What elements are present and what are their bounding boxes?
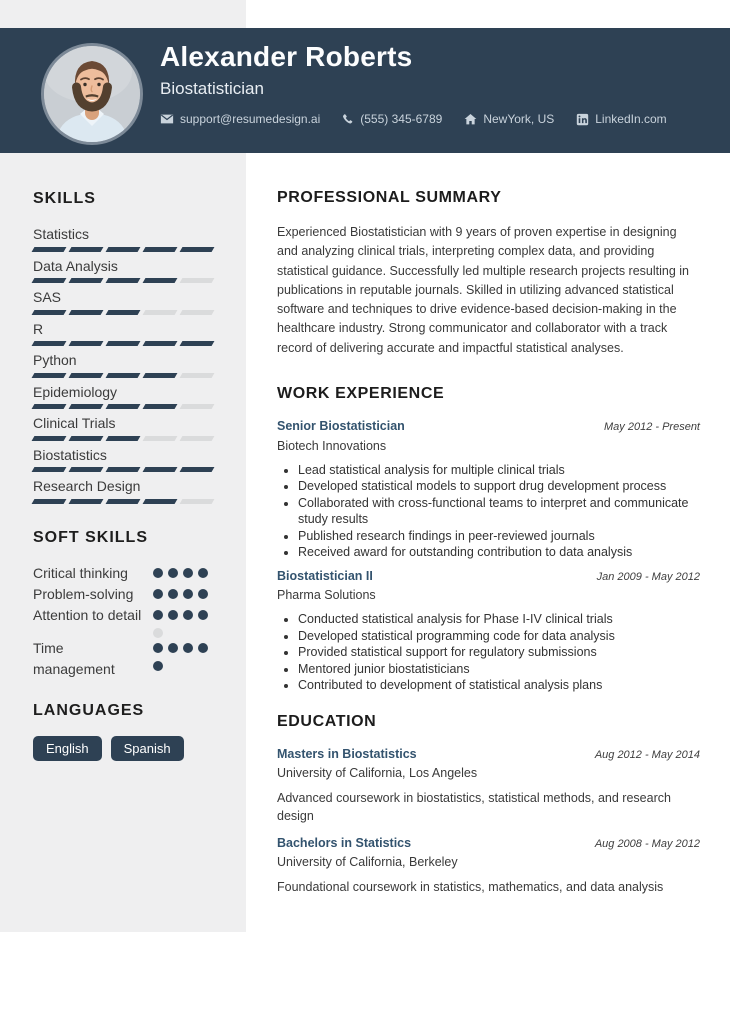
job-bullet: • Mentored junior biostatisticians <box>298 661 700 678</box>
contact-location-text: NewYork, US <box>483 112 555 127</box>
job-entry <box>277 569 700 694</box>
job-title: Biostatistician II <box>277 568 373 583</box>
skill-item <box>33 226 213 252</box>
profile-photo <box>44 46 140 142</box>
job-entry <box>277 419 700 561</box>
sidebar <box>0 153 246 761</box>
rating-dot-filled <box>183 610 193 620</box>
skill-segment-empty <box>180 310 215 315</box>
skill-item <box>33 258 213 284</box>
skill-name: Epidemiology <box>33 383 118 400</box>
job-bullet: • Received award for outstanding contribution to data analysis <box>298 544 700 561</box>
skill-segment-filled <box>143 278 178 283</box>
skill-name: Clinical Trials <box>33 415 116 431</box>
skill-segment-empty <box>143 310 178 315</box>
contact-email[interactable] <box>160 112 320 126</box>
contact-linkedin-text: LinkedIn.com <box>595 112 667 127</box>
summary-text: Experienced Biostatistician with 9 years of proven expertise in designing and analyzing clinical trials, interpreting complex data, and providing statistical guidance. Successfully led multiple research projects resulting in publications in reputable journals. Skilled in utilizing advanced statistical software and techniques to drive evidence-based decision-making in the healthcare industry. Strong communicator and collaborator with a track record of delivering accurate and impactful statistical analyses. <box>277 225 689 355</box>
soft-skill-rating <box>153 563 213 578</box>
skill-segment-filled <box>32 404 67 409</box>
job-bullet: • Collaborated with cross-functional teams to interpret and communicate study results <box>298 495 700 528</box>
skill-name: Research Design <box>33 478 141 494</box>
education-section-title: EDUCATION <box>277 712 377 730</box>
education-list <box>277 747 700 896</box>
skill-segment-filled <box>32 373 67 378</box>
skill-segment-filled <box>106 404 141 409</box>
skill-name: Python <box>33 352 77 368</box>
skill-segment-filled <box>32 310 67 315</box>
skill-segment-filled <box>106 310 141 315</box>
rating-dot-filled <box>198 589 208 599</box>
rating-dot-filled <box>183 568 193 578</box>
skill-segment-filled <box>32 247 67 252</box>
skill-segment-filled <box>106 341 141 346</box>
rating-dot-filled <box>198 643 208 653</box>
skill-segment-empty <box>180 436 215 441</box>
skill-level-bar <box>33 341 213 346</box>
skill-name: Statistics <box>33 226 90 242</box>
skill-segment-filled <box>69 373 104 378</box>
skill-segment-filled <box>69 247 104 252</box>
rating-dot-filled <box>168 589 178 599</box>
skill-segment-filled <box>143 373 178 378</box>
soft-skill-name: Critical thinking <box>33 564 128 581</box>
education-entry <box>277 747 700 826</box>
skill-level-bar <box>33 310 213 315</box>
job-company: Pharma Solutions <box>277 588 376 603</box>
skill-segment-filled <box>106 499 141 504</box>
job-bullet: • Published research findings in peer-reviewed journals <box>298 528 700 545</box>
profile-photo-illustration <box>44 46 140 142</box>
soft-skill-name: Attention to detail <box>33 606 142 623</box>
skill-item <box>33 384 213 410</box>
skill-segment-filled <box>180 467 215 472</box>
skill-segment-filled <box>69 499 104 504</box>
degree-name: Bachelors in Statistics <box>277 835 412 850</box>
skill-segment-filled <box>143 467 178 472</box>
skill-item <box>33 478 213 504</box>
job-bullet: • Contributed to development of statistical analysis plans <box>298 677 700 694</box>
rating-dot-filled <box>183 589 193 599</box>
rating-dot-filled <box>168 610 178 620</box>
languages-section-title: LANGUAGES <box>33 701 145 719</box>
skill-segment-filled <box>32 499 67 504</box>
skill-name: SAS <box>33 289 62 305</box>
education-dates: Aug 2012 - May 2014 <box>594 748 700 761</box>
skill-segment-filled <box>69 467 104 472</box>
soft-skill-item <box>33 638 213 680</box>
email-icon <box>160 112 174 126</box>
job-bullet: • Lead statistical analysis for multiple clinical trials <box>298 462 700 479</box>
skill-segment-empty <box>180 278 215 283</box>
rating-dot-filled <box>153 661 163 671</box>
skill-segment-filled <box>180 247 215 252</box>
experience-section-title: WORK EXPERIENCE <box>277 384 445 402</box>
soft-skill-rating <box>153 605 213 638</box>
skill-name: Biostatistics <box>33 446 107 463</box>
skill-segment-filled <box>69 341 104 346</box>
school-name: University of California, Los Angeles <box>277 766 478 781</box>
rating-dot-filled <box>198 610 208 620</box>
skill-level-bar <box>33 436 213 441</box>
phone-icon <box>342 113 354 125</box>
job-dates: Jan 2009 - May 2012 <box>596 570 700 583</box>
home-icon <box>464 113 477 126</box>
linkedin-icon <box>576 113 589 126</box>
skill-segment-filled <box>32 341 67 346</box>
languages-list <box>33 736 213 761</box>
skill-segment-filled <box>106 436 141 441</box>
job-bullet: • Provided statistical support for regulatory submissions <box>298 644 700 661</box>
contact-phone[interactable] <box>342 112 442 126</box>
rating-dot-filled <box>198 568 208 578</box>
education-entry <box>277 836 700 897</box>
language-tag: Spanish <box>111 736 184 761</box>
soft-skill-rating <box>153 638 213 671</box>
rating-dot-filled <box>168 568 178 578</box>
skill-segment-filled <box>69 404 104 409</box>
job-bullet: • Conducted statistical analysis for Phase I-IV clinical trials <box>298 611 700 628</box>
contact-phone-text: (555) 345-6789 <box>360 112 443 127</box>
skill-item <box>33 321 213 347</box>
rating-dot-filled <box>153 589 163 599</box>
soft-skill-item <box>33 584 213 605</box>
summary-section-title: PROFESSIONAL SUMMARY <box>277 189 502 206</box>
skill-segment-filled <box>69 278 104 283</box>
skill-level-bar <box>33 278 213 283</box>
rating-dot-filled <box>153 568 163 578</box>
skill-segment-filled <box>69 310 104 315</box>
skill-segment-filled <box>32 467 67 472</box>
job-title: Senior Biostatistician <box>277 419 405 434</box>
job-dates: May 2012 - Present <box>604 421 700 434</box>
skill-segment-empty <box>180 373 215 378</box>
rating-dot-empty <box>153 628 163 638</box>
skill-name: Data Analysis <box>33 257 118 274</box>
skill-level-bar <box>33 467 213 472</box>
skill-segment-filled <box>143 404 178 409</box>
education-dates: Aug 2008 - May 2012 <box>594 837 700 850</box>
job-company: Biotech Innovations <box>277 438 387 453</box>
skill-item <box>33 447 213 473</box>
skill-segment-filled <box>32 278 67 283</box>
job-bullet: • Developed statistical programming code for data analysis <box>298 628 700 645</box>
language-tag: English <box>33 736 102 761</box>
skill-segment-filled <box>143 499 178 504</box>
job-bullet: • Developed statistical models to support drug development process <box>298 478 700 495</box>
skill-item <box>33 289 213 315</box>
contact-linkedin[interactable] <box>576 112 666 126</box>
soft-skills-section-title: SOFT SKILLS <box>33 528 148 546</box>
skill-level-bar <box>33 247 213 252</box>
job-bullets <box>277 462 700 561</box>
school-name: University of California, Berkeley <box>277 855 458 870</box>
skill-segment-filled <box>106 278 141 283</box>
skill-segment-empty <box>143 436 178 441</box>
rating-dot-filled <box>183 643 193 653</box>
skill-level-bar <box>33 373 213 378</box>
contact-row <box>160 112 714 126</box>
skill-segment-filled <box>106 373 141 378</box>
job-bullets <box>277 611 700 694</box>
education-description: Foundational coursework in statistics, mathematics, and data analysis <box>277 880 664 895</box>
contact-email-text: support@resumedesign.ai <box>180 112 321 127</box>
skill-name: R <box>33 320 44 337</box>
degree-name: Masters in Biostatistics <box>277 746 417 761</box>
soft-skill-item <box>33 605 213 638</box>
skill-item <box>33 352 213 378</box>
person-job-title: Biostatistician <box>160 79 264 99</box>
skill-segment-filled <box>106 247 141 252</box>
skill-item <box>33 415 213 441</box>
soft-skills-list <box>33 563 213 680</box>
skill-segment-empty <box>180 404 215 409</box>
soft-skill-name: Time management <box>33 639 115 677</box>
soft-skill-rating <box>153 584 213 599</box>
soft-skill-item <box>33 563 213 584</box>
jobs-list <box>277 419 700 694</box>
skill-segment-empty <box>180 499 215 504</box>
skill-segment-filled <box>180 341 215 346</box>
skills-list <box>33 226 213 504</box>
contact-location[interactable] <box>464 112 554 126</box>
person-name: Alexander Roberts <box>160 41 413 72</box>
skill-level-bar <box>33 404 213 409</box>
skill-segment-filled <box>32 436 67 441</box>
skill-segment-filled <box>143 247 178 252</box>
skill-level-bar <box>33 499 213 504</box>
skill-segment-filled <box>143 341 178 346</box>
rating-dot-filled <box>153 643 163 653</box>
skill-segment-filled <box>106 467 141 472</box>
soft-skill-name: Problem-solving <box>33 585 134 602</box>
rating-dot-filled <box>153 610 163 620</box>
main-column <box>277 188 700 906</box>
skills-section-title: SKILLS <box>33 190 96 207</box>
education-description: Advanced coursework in biostatistics, statistical methods, and research design <box>277 791 671 824</box>
rating-dot-filled <box>168 643 178 653</box>
skill-segment-filled <box>69 436 104 441</box>
